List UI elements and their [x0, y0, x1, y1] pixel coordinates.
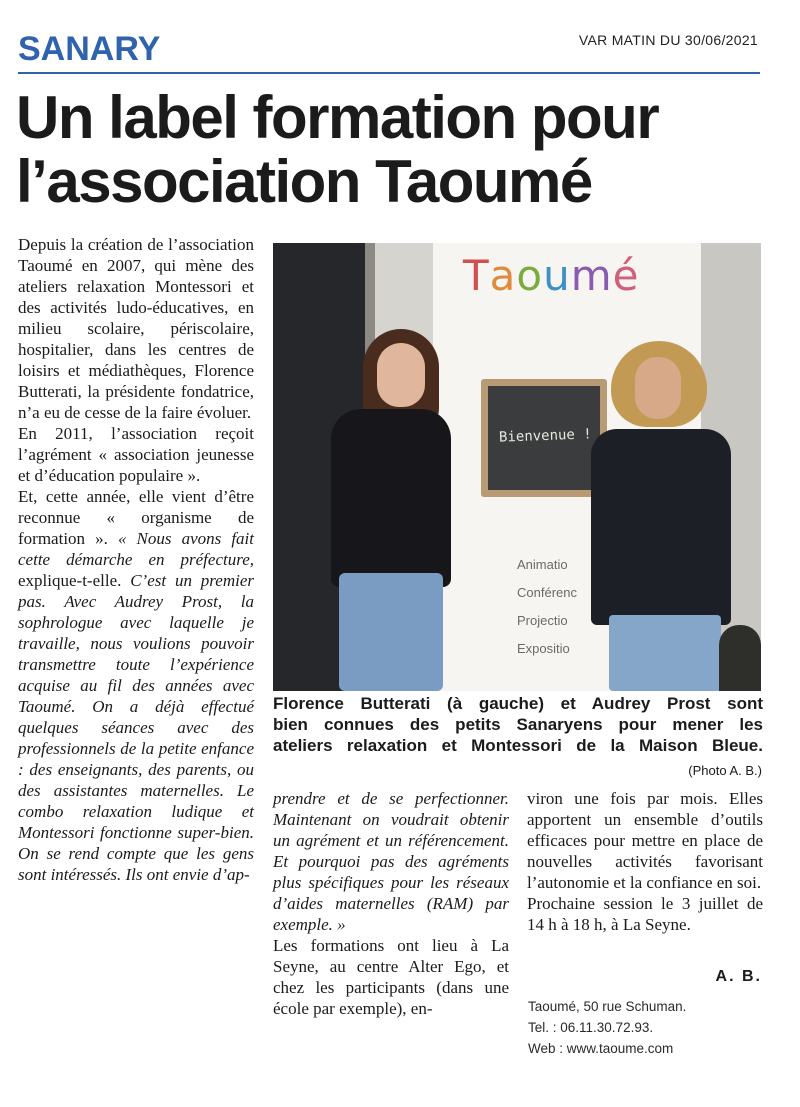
banner-list-item: Conférenc: [517, 585, 577, 600]
plant: [719, 625, 761, 691]
header-rule: [18, 72, 760, 74]
banner-list-item: Expositio: [517, 641, 570, 656]
caption-line: Florence Butterati (à gauche) et Audrey Prost sont: [273, 694, 763, 713]
taoume-logo: [463, 251, 693, 300]
woman-left-jeans: [339, 573, 443, 691]
logo-letter: é: [612, 251, 640, 300]
paragraph: Les formations ont lieu à La Seyne, au centre Alter Ego, et chez les participants (dans une école par exemple), en-: [273, 936, 509, 1018]
quote-run: C’est un premier pas. Avec Audrey Prost, la sophrologue avec laquelle je travaille, nous voulions pouvoir transmettre toute l’expérience acquise au fil des années avec Taoumé. On a déjà effectué quelques séances avec des professionnels de la petite enfance : des enseignants, des parents, ou des assistantes maternelles. Le combo relaxation ludique et Montessori fonctionne super-bien. On se rend compte que les gens sont intéressés. Ils ont envie d’ap-: [18, 571, 254, 884]
headline-line-1: Un label formation pour: [16, 84, 659, 151]
woman-left-face: [377, 343, 425, 407]
paragraph: Depuis la création de l’association Taoumé en 2007, qui mène des ateliers relaxation Montessori et des activités ludo-éducatives, en milieu scolaire, périscolaire, hospitalier, dans les centres de loisirs et médiathèques, Florence Butterati, la présidente fondatrice, n’a eu de cesse de la faire évoluer.: [18, 235, 254, 422]
logo-letter: o: [516, 251, 544, 300]
contact-phone: Tel. : 06.11.30.72.93.: [528, 1020, 654, 1035]
banner-list-item: Animatio: [517, 557, 568, 572]
paragraph: viron une fois par mois. Elles apportent un ensemble d’outils efficaces pour mettre en place de nouvelles activités favorisant l’autonomie et la confiance en soi.: [527, 789, 763, 892]
logo-letter: u: [543, 251, 571, 300]
contact-address: Taoumé, 50 rue Schuman.: [528, 999, 687, 1014]
contact-web: Web : www.taoume.com: [528, 1041, 674, 1056]
section-label: SANARY: [18, 30, 161, 68]
woman-right-body: [591, 429, 731, 625]
headline: [16, 86, 786, 214]
text-run: explique-t-elle.: [18, 571, 131, 590]
banner-list: [517, 551, 577, 663]
caption-line: ateliers relaxation et Montessori de la Maison Bleue.: [273, 736, 763, 755]
logo-letter: m: [570, 251, 613, 300]
woman-right-jeans: [609, 615, 721, 691]
caption-line: bien connues des petits Sanaryens pour mener les: [273, 715, 763, 734]
logo-letter: T: [463, 251, 490, 300]
article-column-3: [527, 788, 763, 935]
woman-right-face: [635, 357, 681, 419]
woman-left-body: [331, 409, 451, 587]
article-photo: [273, 243, 761, 691]
headline-line-2: l’association Taoumé: [16, 148, 592, 215]
text-run: Et, cette année, elle vient d’être reconnue « organisme de formation ».: [18, 487, 254, 548]
paragraph: Prochaine session le 3 juillet de 14 h à 18 h, à La Seyne.: [527, 894, 763, 934]
paragraph: [18, 486, 254, 885]
author-signature: A. B.: [715, 968, 762, 985]
article-column-2: [273, 788, 509, 1019]
photo-caption: [273, 693, 763, 756]
publication-date: VAR MATIN DU 30/06/2021: [578, 32, 758, 48]
quote-run: « Nous avons fait cette démarche en préfecture,: [18, 529, 254, 569]
paragraph: prendre et de se perfectionner. Maintenant on voudrait obtenir un agrément et un référencement. Et pourquoi pas des agréments plus spécifiques pour les réseaux d’aides maternelles (RAM) par exemple. »: [273, 789, 509, 934]
contact-info: [528, 996, 768, 1059]
paragraph: En 2011, l’association reçoit l’agrément « association jeunesse et d’éducation populaire ».: [18, 424, 254, 485]
logo-letter: a: [489, 251, 517, 300]
chalkboard-text: Bienvenue !: [498, 426, 592, 446]
banner-list-item: Projectio: [517, 613, 568, 628]
article-column-1: [18, 234, 254, 885]
photo-credit: (Photo A. B.): [688, 763, 762, 778]
